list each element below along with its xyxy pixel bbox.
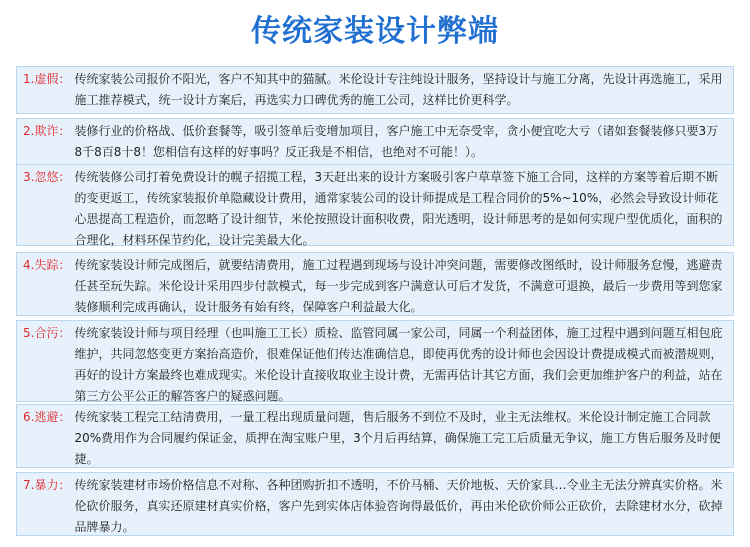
item-text: 传统家装公司报价不阳光，客户不知其中的猫腻。米伦设计专注纯设计服务，坚持设计与施工分离，先设计再选施工，采用施工推荐模式，统一设计方案后，再选实力口碑优秀的施工公司，这样比价更科学。 — [74, 72, 723, 107]
item-text: 传统家装建材市场价格信息不对称、各种团购折扣不透明，不价马桶、天价地板、天价家具…令业主无法分辨真实价格。米伦砍价服务，真实还原建材真实价格，客户先到实体店体验咨询得最低价，再由米伦砍价师公正砍价，去除建材水分，砍掉品牌暴力。 — [74, 478, 723, 534]
item-text: 传统家装设计师完成图后，就要结清费用，施工过程遇到现场与设计冲突问题，需要修改图纸时，设计师服务怠慢，逃避责任甚至玩失踪。米伦设计采用四步付款模式，每一步完成到客户满意认可后才发货，不满意可退换，最后一步费用等到您家装修顺利完成再确认，设计服务有始有终，保障客户利益最大化。 — [74, 258, 723, 314]
page-title: 传统家装设计弊端 — [251, 14, 499, 49]
list-item — [16, 472, 734, 536]
item-text: 传统家装设计师与项目经理（也叫施工工长）质检、监管同属一家公司，同属一个利益团体，施工过程中遇到问题互相包庇维护，共同忽悠变更方案抬高造价，很难保证他们传达准确信息，即使再优秀的设计师也会因设计费提成模式而被潜规则，再好的设计方案最终也难成现实。米伦设计直接收取业主设计费，无需再估计其它方面，我们会更加维护客户的利益，站在第三方公平公正的解答客户的疑惑问题。 — [74, 326, 723, 403]
list-item — [16, 118, 734, 166]
item-tag: 5.合污： — [23, 326, 71, 340]
item-text: 传统装修公司打着免费设计的幌子招揽工程，3天赶出来的设计方案吸引客户草草签下施工合同，这样的方案等着后期不断的变更返工，传统家装报价单隐藏设计费用，通常家装公司的设计师提成是工程合同价的5%~10%，必然会导致设计师花心思提高工程造价，而忽略了设计细节，米伦按照设计面积收费，阳光透明，设计师思考的是如何实现户型优质化，面积的合理化，材料环保节约化，设计完美最大化。 — [74, 170, 723, 247]
item-tag: 4.失踪： — [23, 258, 71, 272]
item-text: 装修行业的价格战、低价套餐等，吸引签单后变增加项目，客户施工中无奈受宰，贪小便宜吃大亏（诸如套餐装修只要3万8千8百8十8！您相信有这样的好事吗？反正我是不相信，也绝对不可能！）。 — [74, 124, 719, 159]
item-tag: 7.暴力： — [23, 478, 71, 492]
item-text: 传统家装工程完工结清费用，一量工程出现质量问题，售后服务不到位不及时，业主无法维权。米伦设计制定施工合同款20%费用作为合同履约保证金，质押在淘宝账户里，3个月后再结算，确保施工完工后质量无争议，施工方售后服务及时便捷。 — [74, 410, 721, 466]
list-item — [16, 404, 734, 468]
list-item — [16, 320, 734, 402]
list-item — [16, 164, 734, 246]
list-item — [16, 252, 734, 316]
item-tag: 1.虚假： — [23, 72, 71, 86]
item-tag: 2.欺诈： — [23, 124, 71, 138]
list-item — [16, 66, 734, 114]
item-tag: 6.逃避： — [23, 410, 71, 424]
item-tag: 3.忽悠： — [23, 170, 71, 184]
